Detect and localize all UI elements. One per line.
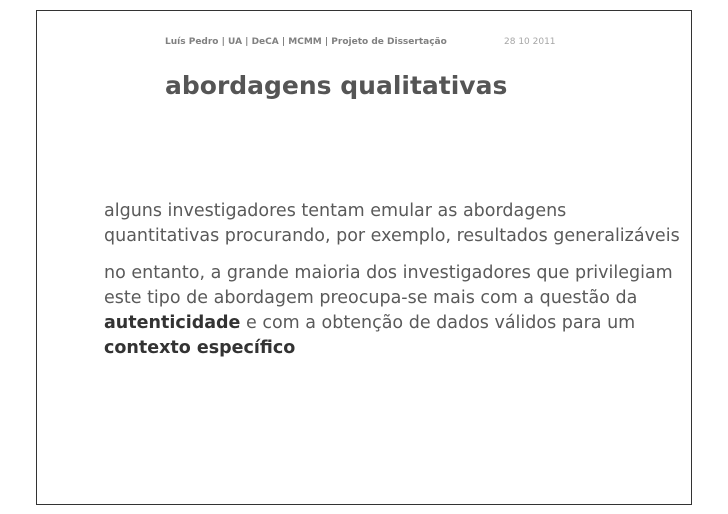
- paragraph-2: [104, 261, 684, 361]
- emphasis-specific-context: contexto específico: [104, 338, 296, 358]
- paragraph-2-text-2: e com a obtenção de dados válidos para um: [240, 313, 636, 333]
- slide: [36, 10, 692, 505]
- header-date: 28 10 2011: [504, 37, 556, 47]
- emphasis-authenticity: autenticidade: [104, 313, 241, 333]
- paragraph-1: alguns investigadores tentam emular as abordagens quantitativas procurando, por exemplo, resultados generalizáveis: [104, 201, 680, 246]
- paragraph-2-text-1: no entanto, a grande maioria dos investigadores que privilegiam este tipo de abordagem preocupa-se mais com a questão da: [104, 263, 673, 308]
- slide-header: [165, 37, 556, 47]
- slide-title: abordagens qualitativas: [165, 71, 508, 100]
- header-byline: Luís Pedro | UA | DeCA | MCMM | Projeto de Dissertação: [165, 37, 447, 47]
- slide-body: [104, 199, 684, 373]
